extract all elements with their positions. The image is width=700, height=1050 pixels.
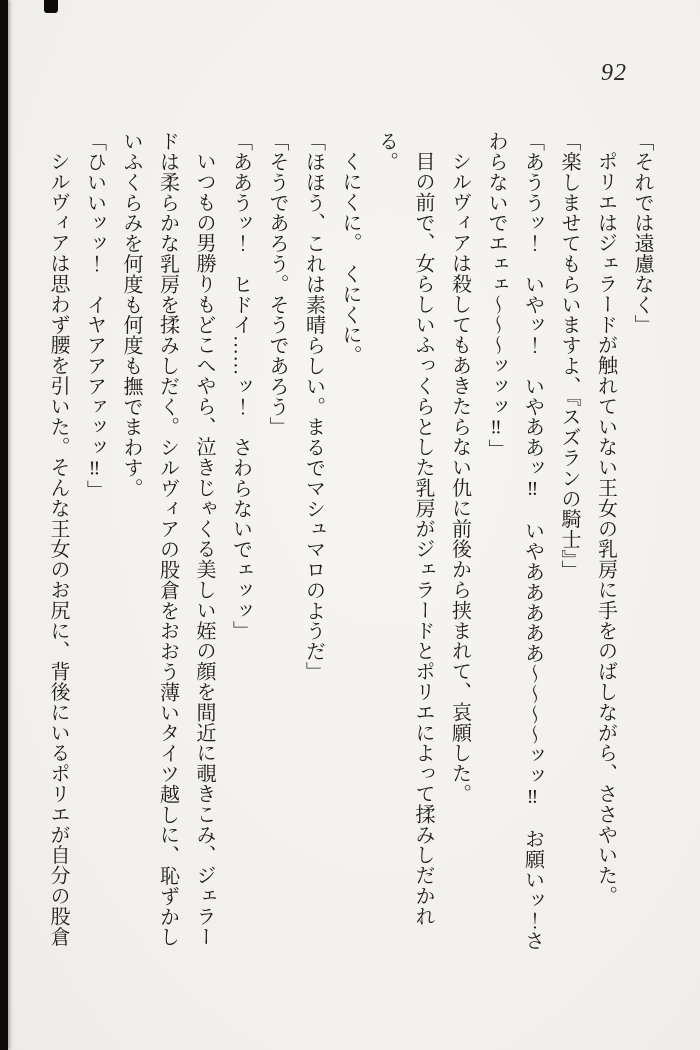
paragraph: 「ほほう、これは素晴らしい。まるでマシュマロのようだ」 [302, 131, 325, 682]
paragraph: いつもの男勝りもどこへやら、泣きじゃくる美しい姪の顔を間近に覗きこみ、ジェラードは柔らかな乳房を揉みしだく。シルヴィアの股倉をおおう薄いタイツ越しに、恥ずかしいふくらみを何度も何度も撫でまわす。 [120, 131, 215, 947]
left-edge-scan-artifact [0, 0, 8, 1050]
paragraph: ポリエはジェラードが触れていない王女の乳房に手をのばしながら、ささやいた。 [594, 151, 617, 906]
paragraph: シルヴィアは殺してもあきたらない仇に前後から挟まれて、哀願した。 [448, 151, 471, 804]
paragraph: 「楽しませてもらいますよ、『スズランの騎士』」 [558, 131, 580, 581]
page-number: 92 [601, 60, 627, 86]
paragraph: 「あううッ！ いやッ！ いやああッ‼ いやあああああ〜〜〜〜ッッ‼ お願いッ！さわらないでエェェ〜〜〜ッッッ‼」 [485, 131, 544, 951]
top-edge-scan-artifact [44, 0, 58, 13]
paragraph: シルヴィアは思わず腰を引いた。そんな王女のお尻に、背後にいるポリエが自分の股倉 [47, 151, 69, 947]
paragraph: 「ひいいッッ！ イヤアアアァッッ‼」 [83, 131, 106, 501]
paragraph: くにくに。 くにくに。 [339, 151, 361, 366]
paragraph: 「それでは遠慮なく」 [631, 131, 653, 335]
paragraph: 「そうであろう。そうであろう」 [266, 131, 288, 437]
paragraph: 「ああうッ！ ヒドイ……ッ！ さわらないでェッッ」 [229, 131, 252, 641]
text-block [47, 131, 660, 951]
paragraph: 目の前で、女らしいふっくらとした乳房がジェラードとポリエによって揉みしだかれる。 [375, 131, 434, 927]
